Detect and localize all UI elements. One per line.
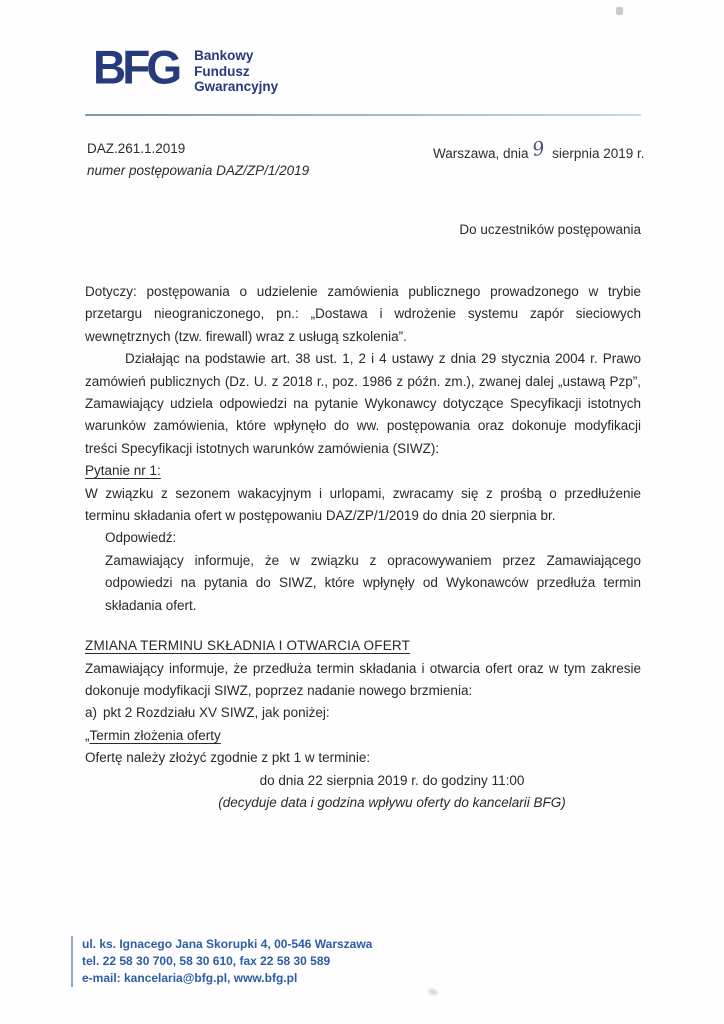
quote-open-mark: „ — [85, 727, 90, 743]
scan-artifact-smudge — [427, 987, 438, 996]
footer-address: ul. ks. Ignacego Jana Skorupki 4, 00-546 Warszawa — [82, 937, 373, 951]
case-number: DAZ.261.1.2019 — [87, 141, 186, 156]
recipient-line: Do uczestników postępowania — [459, 222, 641, 237]
bfg-logo — [93, 40, 279, 95]
dateline-prefix: Warszawa, dnia — [433, 146, 529, 161]
list-item-a — [85, 702, 641, 724]
deadline-note: (decyduje data i godzina wpływu oferty do kancelarii BFG) — [218, 794, 566, 810]
logo-name-line1: Bankowy — [194, 48, 254, 63]
proceeding-number: numer postępowania DAZ/ZP/1/2019 — [87, 163, 310, 178]
dateline-suffix: sierpnia 2019 r. — [552, 146, 645, 161]
reference-block — [87, 138, 309, 182]
letter-body — [85, 281, 641, 814]
logo-name-line2: Fundusz — [194, 63, 250, 79]
section-heading: ZMIANA TERMINU SKŁADNIA I OTWARCIA OFERT — [85, 638, 411, 654]
quote-heading — [85, 725, 641, 747]
deadline-block — [85, 770, 641, 815]
list-item-a-text: pkt 2 Rozdziału XV SIWZ, jak poniżej: — [103, 705, 330, 721]
question-heading: Pytanie nr 1: — [85, 463, 161, 479]
bfg-logo-acronym: BFG — [93, 40, 179, 94]
quote-text: Ofertę należy złożyć zgodnie z pkt 1 w terminie: — [85, 750, 371, 766]
footer-contact-block — [71, 936, 372, 987]
answer-heading: Odpowiedź: — [105, 530, 177, 546]
header-divider-line — [85, 114, 641, 116]
answer-block — [105, 527, 641, 617]
scan-artifact-dot — [616, 7, 623, 15]
handwritten-day: 9 — [530, 137, 547, 161]
footer-email-web: e-mail: kancelaria@bfg.pl, www.bfg.pl — [82, 971, 298, 985]
bfg-logo-name — [194, 48, 278, 95]
section-text: Zamawiający informuje, że przedłuża termin składania i otwarcia ofert oraz w tym zakresie dokonuje modyfikacji SIWZ, poprzez nadanie nowego brzmienia: — [85, 660, 641, 698]
dateline — [433, 137, 645, 163]
quote-heading-text: Termin złożenia oferty — [89, 727, 221, 743]
subject-paragraph: Dotyczy: postępowania o udzielenie zamówienia publicznego prowadzonego w trybie przetargu nieograniczonego, pn.: „Dostawa i wdrożenie systemu zapór sieciowych wewnętrznych (tzw. firewall) wraz z usługą szkolenia”. — [85, 284, 641, 344]
logo-name-line3: Gwarancyjny — [194, 79, 279, 94]
question-text: W związku z sezonem wakacyjnym i urlopami, zwracamy się z prośbą o przedłużenie terminu składania ofert w postępowaniu DAZ/ZP/1/2019 do dnia 20 sierpnia br. — [85, 485, 641, 524]
deadline-line: do dnia 22 sierpnia 2019 r. do godziny 11:00 — [259, 772, 525, 788]
answer-text: Zamawiający informuje, że w związku z opracowywaniem przez Zamawiającego odpowiedzi na pytania do SIWZ, które wpłynęły od Wykonawców przedłuża termin składania ofert. — [105, 552, 641, 613]
list-item-a-marker: a) — [85, 705, 98, 721]
intro-paragraph: Działając na podstawie art. 38 ust. 1, 2 i 4 ustawy z dnia 29 stycznia 2004 r. Prawo zamówień publicznych (Dz. U. z 2018 r., poz. 1986 z późn. zm.), zwanej dalej „ustawą Pzp”, Zamawiający udziela odpowiedzi na pytanie Wykonawcy dotyczące Specyfikacji istotnych warunków zamówienia, które wpłynęło do ww. postępowania oraz dokonuje modyfikacji treści Specyfikacji istotnych warunków zamówienia (SIWZ): — [85, 351, 641, 456]
footer-phones: tel. 22 58 30 700, 58 30 610, fax 22 58 30 589 — [82, 954, 331, 968]
